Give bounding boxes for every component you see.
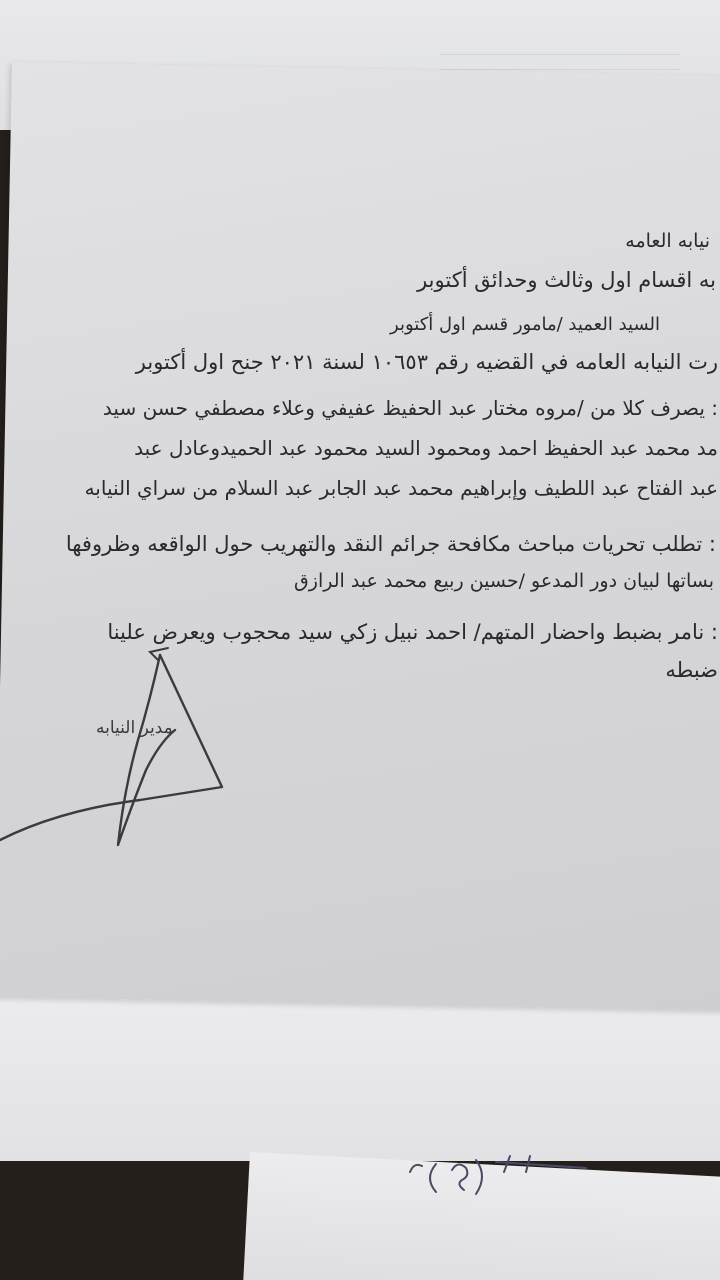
heading-departments: به اقسام اول وثالث وحدائق أكتوبر	[417, 268, 716, 292]
body-line: مد محمد عبد الحفيظ احمد ومحمود السيد محمود عبد الحميدوعادل عبد	[134, 436, 718, 460]
lower-paper	[0, 990, 720, 1161]
case-reference-line: رت النيابه العامه في القضيه رقم ١٠٦٥٣ لسنة ٢٠٢١ جنح اول أكتوبر	[135, 350, 718, 374]
body-line: بساتها لبيان دور المدعو /حسين ربيع محمد عبد الرازق	[294, 570, 714, 592]
body-line: : نامر بضبط واحضار المتهم/ احمد نبيل زكي سيد محجوب ويعرض علينا	[107, 620, 718, 644]
handwritten-signature	[0, 630, 260, 870]
addressee-line: السيد العميد /مامور قسم اول أكتوبر	[390, 314, 660, 335]
body-line: : تطلب تحريات مباحث مكافحة جرائم النقد والتهريب حول الواقعه وظروفها	[65, 532, 716, 556]
body-line: ضبطه	[665, 658, 718, 682]
body-line: عبد الفتاح عبد اللطيف وإبراهيم محمد عبد الجابر عبد السلام من سراي النيابه	[84, 476, 718, 500]
body-line: : يصرف كلا من /مروه مختار عبد الحفيظ عفيفي وعلاء مصطفي حسن سيد	[102, 396, 718, 420]
signature-title: مدير النيابه	[96, 718, 173, 738]
heading-prosecution: نيابه العامه	[625, 230, 710, 252]
handwritten-margin-note	[400, 1150, 600, 1220]
